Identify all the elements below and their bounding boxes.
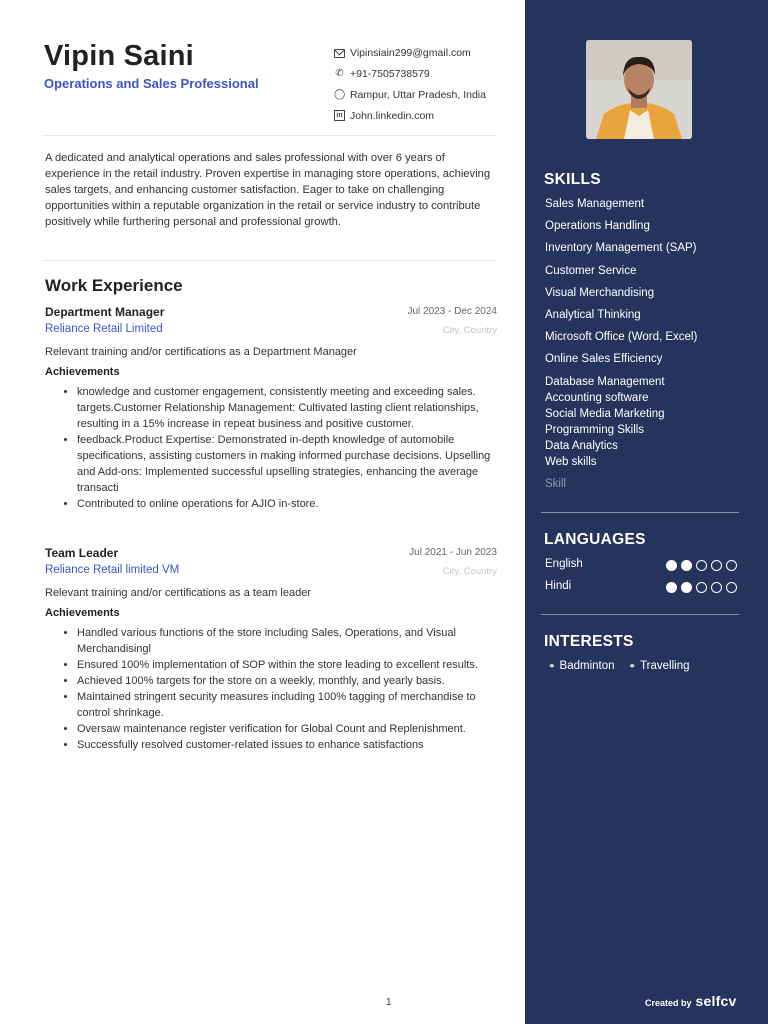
interest-label: Travelling xyxy=(640,660,690,672)
job-date: Jul 2023 - Dec 2024 xyxy=(407,306,497,317)
contact-linkedin-text: John.linkedin.com xyxy=(350,109,435,122)
contact-location xyxy=(334,84,486,105)
list-item: • Contributed to online operations for AJIO in-store. xyxy=(77,496,497,512)
contact-email-text: Vipinsiain299@gmail.com xyxy=(350,46,471,59)
skill-placeholder: Skill xyxy=(545,477,567,490)
job-entry xyxy=(45,546,497,753)
list-item: • Successfully resolved customer-related issues to enhance satisfactions xyxy=(77,737,497,753)
work-experience-heading: Work Experience xyxy=(45,276,183,295)
creator-credit[interactable] xyxy=(645,993,736,1009)
contact-email[interactable] xyxy=(334,42,486,63)
rating-dot xyxy=(666,560,677,571)
language-name: English xyxy=(545,558,583,570)
language-rating xyxy=(666,560,737,571)
profile-summary: A dedicated and analytical operations and sales professional with over 6 years of experience in the retail industry. Proven expertise in managing store operations, achieving sales targets, and enhancing customer satisfaction. Eager to take on challenging opportunities within a reputable organization in the retail or service industry to contribute positively while furthering personal and professional growth. xyxy=(45,152,491,228)
header-divider xyxy=(42,135,497,136)
list-item: Visual Merchandising xyxy=(545,286,655,299)
candidate-title: Operations and Sales Professional xyxy=(44,76,259,91)
phone-icon: ✆ xyxy=(335,68,344,79)
list-item: • Maintained stringent security measures including 100% tagging of merchandise to control shrinkage. xyxy=(77,689,497,721)
achievements-label: Achievements xyxy=(45,607,120,619)
language-row-hindi xyxy=(545,580,737,598)
achievements-list xyxy=(45,625,497,753)
list-item: Accounting software xyxy=(545,391,649,404)
skills-divider xyxy=(541,512,739,513)
job-description: Relevant training and/or certifications as a Department Manager xyxy=(45,346,357,358)
interests-list xyxy=(548,660,704,672)
summary-divider xyxy=(42,260,497,261)
list-item xyxy=(548,660,615,672)
contact-phone[interactable] xyxy=(334,63,486,84)
rating-dot xyxy=(696,560,707,571)
list-item: • Oversaw maintenance register verification for Global Count and Replenishment. xyxy=(77,721,497,737)
brand-logo: selfcv xyxy=(695,993,737,1009)
skills-list xyxy=(545,196,697,498)
candidate-name: Vipin Saini xyxy=(44,40,194,72)
list-item: • knowledge and customer engagement, consistently meeting and exceeding sales. targets.Customer Relationship Management: Cultivated lasting client relationships, resulting in a 15% increase in repeat business and positive customer. xyxy=(77,384,497,432)
list-item xyxy=(629,660,690,672)
contact-linkedin[interactable] xyxy=(334,105,486,126)
mail-icon xyxy=(334,49,345,58)
rating-dot xyxy=(726,582,737,593)
rating-dot xyxy=(711,582,722,593)
list-item: Database Management xyxy=(545,375,665,388)
linkedin-icon: in xyxy=(334,110,345,121)
list-item: • Achieved 100% targets for the store on a weekly, monthly, and yearly basis. xyxy=(77,673,497,689)
list-item: Microsoft Office (Word, Excel) xyxy=(545,331,698,344)
interest-icon: ⚭ xyxy=(548,660,556,671)
list-item: Inventory Management (SAP) xyxy=(545,242,697,255)
list-item: • Handled various functions of the store including Sales, Operations, and Visual Merchandisingl xyxy=(77,625,497,657)
profile-photo xyxy=(586,40,692,139)
created-by-label: Created by xyxy=(645,998,692,1008)
rating-dot xyxy=(681,582,692,593)
job-title: Department Manager xyxy=(45,305,165,319)
rating-dot xyxy=(696,582,707,593)
location-icon: ◯ xyxy=(334,89,346,100)
list-item: Data Analytics xyxy=(545,439,618,452)
rating-dot xyxy=(681,560,692,571)
job-location: City, Country xyxy=(442,325,497,336)
language-name: Hindi xyxy=(545,580,572,592)
interest-icon: ⚭ xyxy=(628,660,637,671)
job-entry xyxy=(45,305,497,512)
job-location: City, Country xyxy=(442,566,497,577)
list-item: Programming Skills xyxy=(545,423,645,436)
list-item: Operations Handling xyxy=(545,220,650,233)
skills-heading: SKILLS xyxy=(544,171,601,188)
rating-dot xyxy=(711,560,722,571)
languages-divider xyxy=(541,614,739,615)
list-item: • Ensured 100% implementation of SOP within the store leading to excellent results. xyxy=(77,657,497,673)
job-company: Reliance Retail limited VM xyxy=(45,564,180,576)
rating-dot xyxy=(666,582,677,593)
page-number: 1 xyxy=(386,997,392,1008)
list-item: • feedback.Product Expertise: Demonstrated in-depth knowledge of automobile specifications, assisting customers in making informed purchase decisions. Upselling and Add-ons: Implemented successful upselling strategies, enhancing the average transacti xyxy=(77,432,497,496)
contact-location-text: Rampur, Uttar Pradesh, India xyxy=(350,88,486,101)
interest-label: Badminton xyxy=(559,660,615,672)
job-title: Team Leader xyxy=(45,546,119,560)
list-item: Customer Service xyxy=(545,264,637,277)
achievements-label: Achievements xyxy=(45,366,120,378)
job-description: Relevant training and/or certifications as a team leader xyxy=(45,587,311,599)
interests-heading: INTERESTS xyxy=(544,633,634,650)
list-item: Web skills xyxy=(545,455,597,468)
list-item: Sales Management xyxy=(545,198,645,210)
contact-phone-text: +91-7505738579 xyxy=(350,67,430,80)
languages-heading: LANGUAGES xyxy=(544,531,646,548)
language-row-english xyxy=(545,558,737,576)
list-item: Social Media Marketing xyxy=(545,407,665,420)
job-date: Jul 2021 - Jun 2023 xyxy=(409,547,497,558)
list-item: Analytical Thinking xyxy=(545,308,641,321)
list-item: Online Sales Efficiency xyxy=(545,353,663,366)
achievements-list xyxy=(45,384,497,512)
language-rating xyxy=(666,582,737,593)
contact-list xyxy=(334,42,486,126)
rating-dot xyxy=(726,560,737,571)
job-company: Reliance Retail Limited xyxy=(45,323,163,335)
